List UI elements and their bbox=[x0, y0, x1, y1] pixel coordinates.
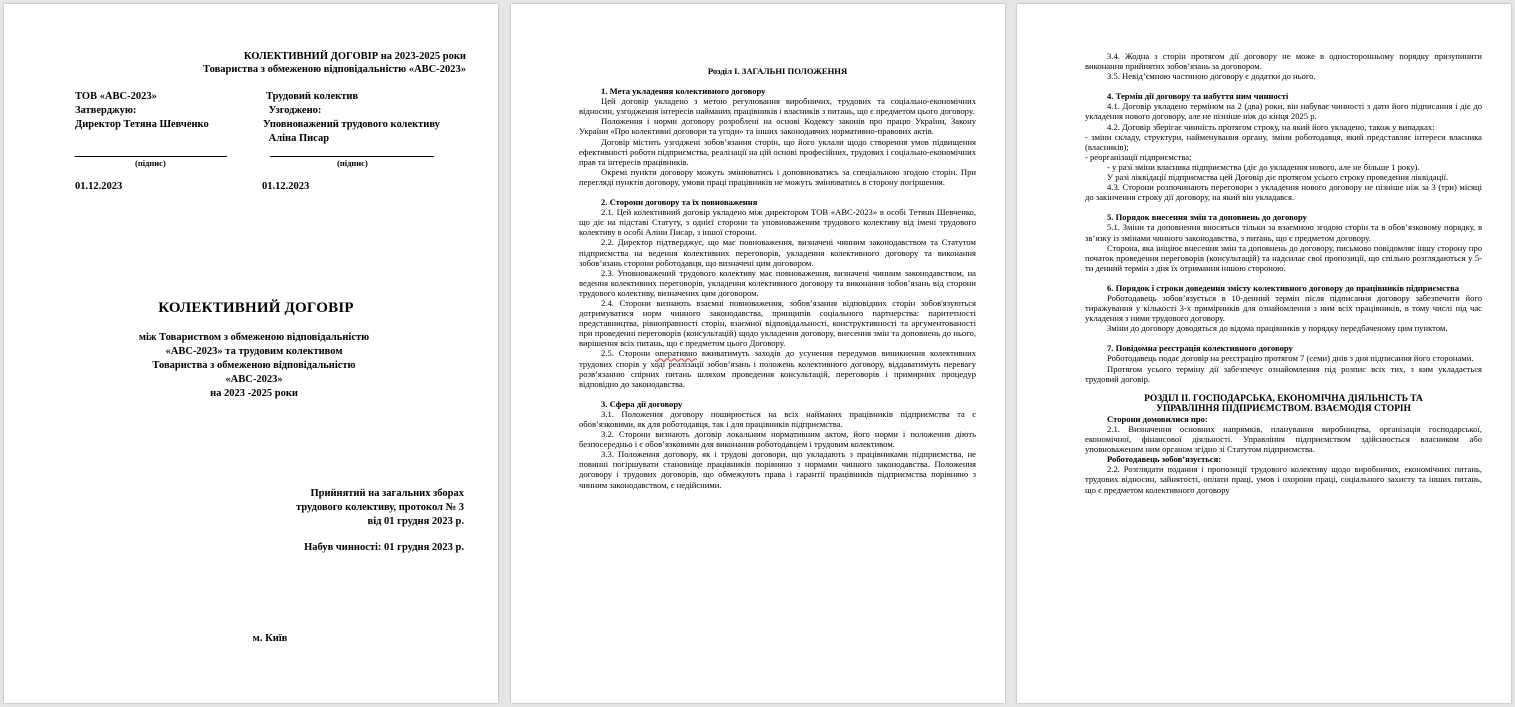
paragraph: У разі ліквідації підприємства цей Договір діє протягом усього строку проведення ліквідації. bbox=[1107, 172, 1449, 183]
paragraph: 4.1. Договір укладено терміном на 2 (два) роки, він набуває чинності з дати його підписання і діє до укладення нового договору, але не пізніше ніж до кінця 2025 р. bbox=[1085, 101, 1482, 122]
heading-7: 7. Повідомна реєстрація колективного договору bbox=[1107, 343, 1293, 354]
adopted-line-2: трудового колективу, протокол № 3 bbox=[296, 502, 464, 513]
effective-date: Набув чинності: 01 грудня 2023 р. bbox=[304, 542, 464, 553]
representative-title: Уповноважений трудового колективу bbox=[263, 119, 440, 130]
page-3-body bbox=[1085, 51, 1482, 495]
list-item: - зміни складу, структури, найменування органу, зміни роботодавця, який представляє інтереси власника (власників); bbox=[1085, 131, 1482, 152]
paragraph bbox=[579, 348, 976, 388]
document-page-1 bbox=[4, 4, 498, 703]
paragraph: 3.1. Положення договору поширюється на всіх найманих працівників підприємства та є обов’язковими, як для роботодавця, так і для працівників підприємства. bbox=[579, 408, 976, 429]
header-title-line-2: Товариства з обмеженою відповідальністю «АВС-2023» bbox=[203, 64, 466, 75]
heading-3: 3. Сфера дії договору bbox=[601, 398, 683, 409]
paragraph: 3.5. Невід’ємною частиною договору є додатки до нього. bbox=[1107, 71, 1316, 82]
page-2-body bbox=[579, 66, 976, 490]
subheading-agree: Сторони домовилися про: bbox=[1107, 413, 1208, 424]
representative-name: Аліна Писар bbox=[266, 133, 330, 144]
section-2-title-line-2: УПРАВЛІННЯ ПІДПРИЄМСТВОМ. ВЗАЄМОДІЯ СТОРІН bbox=[1156, 403, 1411, 414]
paragraph: Цей договір укладено з метою регулювання виробничих, трудових та соціально-економічних відносин, узгодження інтересів найманих працівників і власників з питань, що є предметом цього договору. bbox=[579, 96, 976, 117]
spellcheck-word: оперативно bbox=[655, 348, 697, 359]
paragraph: Зміни до договору доводяться до відома працівників у порядку передбаченому цим пунктом. bbox=[1107, 323, 1448, 334]
subtitle-line-3: Товариства з обмеженою відповідальністю bbox=[152, 360, 356, 371]
heading-4: 4. Термін дії договору та набуття ним чинності bbox=[1107, 91, 1289, 102]
paragraph-part: вживатимуть заходів до усунення передумов виникнення колективних трудових спорів у ході реалізації зобов’язань і положень колективного договору, віддаватимуть перевагу розв’язанню спірних питань шляхом проведення консультацій, переговорів і примирних процедур відповідно до законодавства. bbox=[579, 348, 976, 389]
subtitle-line-4: «АВС-2023» bbox=[225, 374, 283, 385]
subtitle-line-5: на 2023 -2025 роки bbox=[210, 388, 298, 399]
paragraph: 3.2. Сторони визнають договір локальним нормативним актом, його норми і положення діють безпосередньо і є обов’язковими для виконання роботодавцем і трудовим колективом. bbox=[579, 429, 976, 450]
adopted-line-1: Прийнятий на загальних зборах bbox=[310, 488, 464, 499]
paragraph: 2.1. Визначення основних напрямків, планування виробництва, організація господарської, економічної, фінансової діяльності. Управління підприємством здійснюється власником або уповноваженим ним органом згідно зі Статутом підприємства. bbox=[1085, 424, 1482, 455]
labor-collective-label: Трудовий колектив bbox=[266, 91, 359, 102]
heading-5: 5. Порядок внесення змін та доповнень до договору bbox=[1107, 212, 1307, 223]
signature-line-right bbox=[270, 156, 434, 157]
section-2-title-line-1: РОЗДІЛ ІІ. ГОСПОДАРСЬКА, ЕКОНОМІЧНА ДІЯЛЬНІСТЬ ТА bbox=[1144, 393, 1423, 404]
date-right: 01.12.2023 bbox=[262, 181, 310, 192]
section-1-title: Розділ І. ЗАГАЛЬНІ ПОЛОЖЕННЯ bbox=[707, 66, 848, 76]
approve-label: Затверджую: bbox=[75, 105, 137, 116]
header-title-line-1: КОЛЕКТИВНИЙ ДОГОВІР на 2023-2025 роки bbox=[243, 51, 466, 62]
paragraph: Окремі пункти договору можуть змінюватись і доповнюватись за спеціальною згодою сторін. При перегляді пунктів договору, умови праці працівників не можуть змінюватись в сторону погіршення. bbox=[579, 166, 976, 187]
subtitle-line-2: «АВС-2023» та трудовим колективом bbox=[165, 346, 343, 357]
paragraph: Сторона, яка ініціює внесення змін та доповнень до договору, письмово повідомляє іншу сторону про початок проведення переговорів (консультацій) та надсилає свої пропозиції, що спільно розглядаються у 5-ти денний термін з дня їх отримання іншою стороною. bbox=[1085, 242, 1482, 273]
document-page-2 bbox=[511, 4, 1005, 703]
paragraph: 2.4. Сторони визнають взаємні повноваження, зобов’язання відповідних сторін зобов'язуються дотримуватися норм чинного законодавства, принципів соціального партнерства: паритетності представництва, рівноправності сторін, взаємної відповідальності, конструктивності та аргументованості при проведенні переговорів (консультацій) щодо укладення договору, внесення змін та доповнень до нього, вирішення всіх питань, що є предметом цього Договору. bbox=[579, 297, 976, 349]
director-name: Директор Тетяна Шевченко bbox=[75, 119, 209, 130]
paragraph: 5.1. Зміни та доповнення вносяться тільки за взаємною згодою сторін та в обов’язковому порядку, в зв’язку із змінами чинного законодавства, з питань, що є предметом договору. bbox=[1085, 222, 1482, 243]
signature-caption-right: (підпис) bbox=[337, 158, 368, 168]
adopted-line-3: від 01 грудня 2023 р. bbox=[367, 516, 464, 527]
paragraph: Роботодавець зобов’язується в 10-денний термін після підписання договору забезпечити його тиражування у кількості 3-х примірників для ознайомлення з ним всіх працівників, в тому числі під час укладення з ними трудового договору. bbox=[1085, 292, 1482, 324]
list-item: - у разі зміни власника підприємства (діє до укладення нового, але не більше 1 року). bbox=[1107, 161, 1420, 172]
city: м. Київ bbox=[252, 633, 288, 644]
main-title: КОЛЕКТИВНИЙ ДОГОВІР bbox=[158, 300, 354, 316]
paragraph: 2.3. Уповноважений трудового колективу має повноваження, визначені чинним законодавством, на ведення колективних переговорів, укладення колективного договору та виконання зобов’язань від сторони трудового колективу, визначених цим договором. bbox=[579, 267, 976, 298]
document-page-3 bbox=[1017, 4, 1511, 703]
paragraph: Положення і норми договору розроблені на основі Кодексу законів про працю України, Закону України «Про колективні договори та угоди» та інших законодавчих нормативно-правових актів. bbox=[579, 116, 976, 137]
paragraph: Протягом усього терміну дії забезпечує ознайомлення під розпис всіх тих, з ким укладається трудовий договір. bbox=[1085, 363, 1482, 384]
heading-1: 1. Мета укладення колективного договору bbox=[601, 86, 766, 97]
date-left: 01.12.2023 bbox=[75, 181, 123, 192]
paragraph: Роботодавець подає договір на реєстрацію протягом 7 (семи) днів з дня підписання його сторонами. bbox=[1107, 353, 1474, 364]
paragraph: 2.1. Цей колективний договір укладено між директором ТОВ «АВС-2023» в особі Тетяни Шевченко, що діє на підставі Статуту, з однієї сторони та уповноваженим трудового колективу від імені трудового колективу в особі Аліни Писар, з іншої сторони. bbox=[579, 207, 976, 238]
paragraph: 3.3. Положення договору, як і трудові договори, що укладають з працівниками підприємства, не повинні погіршувати становище працівників порівняно з нормами чинного законодавства. Положення договору і трудових договорів, що обмежують права і гарантії працівників підприємства порівняно з чинним законодавством, є недійсними. bbox=[579, 449, 976, 490]
paragraph: 2.2. Розглядати подання і пропозиції трудового колективу щодо виробничих, економічних питань, трудових відносин, зайнятості, оплати праці, умов і охорони праці, соціального захисту та інших питань, що є предметом колективного договору bbox=[1085, 464, 1482, 495]
paragraph: 4.3. Сторони розпочинають переговори з укладення нового договору не пізніше ніж за 3 (три) місяці до закінчення строку дії договору, на який він укладався. bbox=[1085, 182, 1482, 203]
paragraph: 3.4. Жодна з сторін протягом дії договору не може в односторонньому порядку призупинити виконання прийнятих зобов’язань за договором. bbox=[1085, 51, 1482, 72]
signature-line-left bbox=[75, 156, 227, 157]
heading-2: 2. Сторони договору та їх повноваження bbox=[601, 197, 758, 208]
heading-6: 6. Порядок і строки доведення змісту колективного договору до працівників підприємства bbox=[1107, 282, 1460, 293]
company-name: ТОВ «АВС-2023» bbox=[75, 91, 157, 102]
paragraph-part: 2.5. Сторони bbox=[601, 348, 656, 359]
subtitle-line-1: між Товариством з обмеженою відповідальністю bbox=[138, 332, 370, 343]
paragraph: 4.2. Договір зберігає чинність протягом строку, на який його укладено, також у випадках: bbox=[1107, 121, 1435, 132]
list-item: - реорганізації підприємства; bbox=[1085, 151, 1192, 162]
paragraph: Договір містить узгоджені зобов’язання сторін, що його уклали щодо створення умов підвищення ефективності роботи підприємства, реалізації на цій основі професійних, трудових і соціально-економічних прав та інтересів працівників. bbox=[579, 136, 976, 167]
agreed-label: Узгоджено: bbox=[266, 105, 322, 116]
subheading-employer: Роботодавець зобов’язується: bbox=[1107, 454, 1222, 465]
paragraph: 2.2. Директор підтверджує, що має повноваження, визначені чинним законодавством та Статутом підприємства на ведення колективних переговорів, укладення колективного договору та виконання зобов’язань сторони роботодавця, що визначені цим договором. bbox=[579, 237, 976, 268]
signature-caption-left: (підпис) bbox=[135, 158, 166, 168]
